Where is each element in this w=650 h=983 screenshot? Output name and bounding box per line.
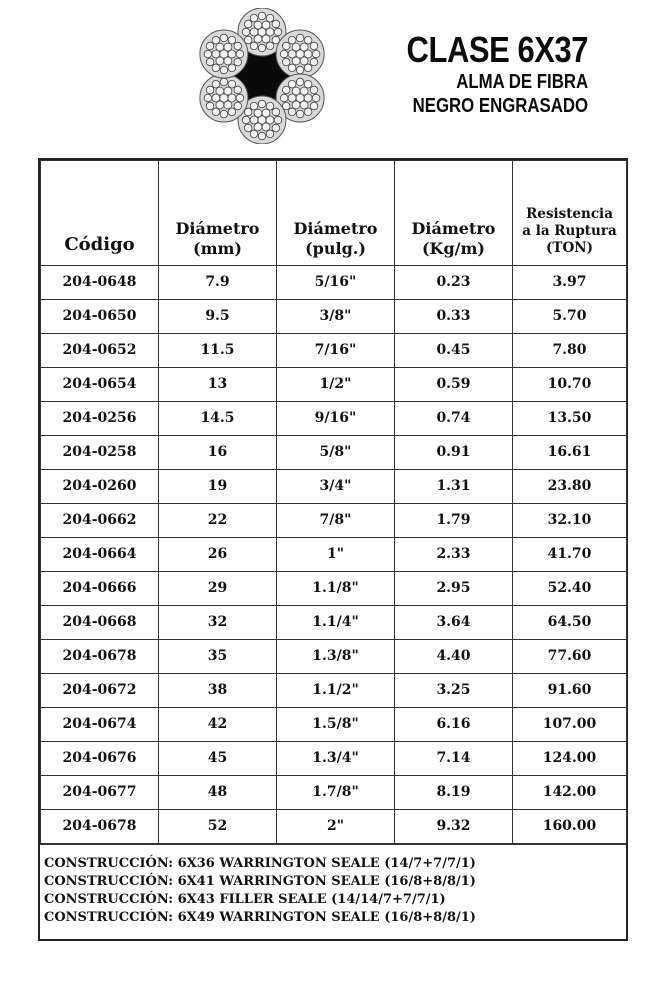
table-row <box>41 640 627 674</box>
cell-codigo: 204-0652 <box>41 334 159 368</box>
cell-diametro-mm: 13 <box>159 368 277 402</box>
cell-diametro-mm: 48 <box>159 776 277 810</box>
cell-diametro-mm: 22 <box>159 504 277 538</box>
cell-diametro-pulg: 1.3/4" <box>277 742 395 776</box>
cell-resistencia: 41.70 <box>513 538 627 572</box>
cell-resistencia: 5.70 <box>513 300 627 334</box>
cell-diametro-pulg: 9/16" <box>277 402 395 436</box>
cell-codigo: 204-0256 <box>41 402 159 436</box>
cell-codigo: 204-0258 <box>41 436 159 470</box>
table-row <box>41 810 627 844</box>
cell-resistencia: 16.61 <box>513 436 627 470</box>
table-row <box>41 368 627 402</box>
table-row <box>41 708 627 742</box>
header-label-line: (pulg.) <box>305 239 366 258</box>
cell-diametro-kg: 2.95 <box>395 572 513 606</box>
cell-diametro-kg: 9.32 <box>395 810 513 844</box>
cell-diametro-kg: 2.33 <box>395 538 513 572</box>
cell-diametro-mm: 38 <box>159 674 277 708</box>
cell-diametro-pulg: 1.3/8" <box>277 640 395 674</box>
cell-diametro-kg: 3.25 <box>395 674 513 708</box>
header-label-line: Diámetro <box>411 219 496 238</box>
table-row <box>41 776 627 810</box>
title-block <box>377 30 588 118</box>
table-row <box>41 334 627 368</box>
cell-resistencia: 77.60 <box>513 640 627 674</box>
cell-diametro-pulg: 1.5/8" <box>277 708 395 742</box>
cell-diametro-pulg: 1.1/8" <box>277 572 395 606</box>
table-row <box>41 402 627 436</box>
cell-diametro-mm: 16 <box>159 436 277 470</box>
header-label-line: a la Ruptura <box>522 223 617 239</box>
cell-resistencia: 64.50 <box>513 606 627 640</box>
cell-diametro-kg: 7.14 <box>395 742 513 776</box>
table-row <box>41 674 627 708</box>
header-diametro-kg <box>395 161 513 266</box>
cell-diametro-pulg: 3/4" <box>277 470 395 504</box>
cell-resistencia: 23.80 <box>513 470 627 504</box>
cell-diametro-kg: 1.31 <box>395 470 513 504</box>
cell-codigo: 204-0677 <box>41 776 159 810</box>
table-row <box>41 300 627 334</box>
cell-diametro-pulg: 2" <box>277 810 395 844</box>
cell-diametro-pulg: 7/8" <box>277 504 395 538</box>
cell-codigo: 204-0662 <box>41 504 159 538</box>
table-row <box>41 742 627 776</box>
cell-diametro-pulg: 1.7/8" <box>277 776 395 810</box>
cell-codigo: 204-0260 <box>41 470 159 504</box>
cell-diametro-kg: 1.79 <box>395 504 513 538</box>
table-row <box>41 538 627 572</box>
table-row <box>41 436 627 470</box>
header-resistencia <box>513 161 627 266</box>
cell-diametro-mm: 11.5 <box>159 334 277 368</box>
cell-diametro-kg: 0.91 <box>395 436 513 470</box>
cell-diametro-kg: 3.64 <box>395 606 513 640</box>
table-row <box>41 470 627 504</box>
construction-notes <box>40 844 626 939</box>
cell-diametro-kg: 0.33 <box>395 300 513 334</box>
cell-codigo: 204-0648 <box>41 266 159 300</box>
cell-diametro-mm: 32 <box>159 606 277 640</box>
page-title: CLASE 6X37 <box>406 29 588 70</box>
table-row <box>41 266 627 300</box>
cell-diametro-mm: 29 <box>159 572 277 606</box>
cell-diametro-kg: 6.16 <box>395 708 513 742</box>
construction-note: CONSTRUCCIÓN: 6X43 FILLER SEALE (14/14/7+7/7/1) <box>44 892 446 907</box>
cell-codigo: 204-0678 <box>41 810 159 844</box>
cell-diametro-kg: 0.45 <box>395 334 513 368</box>
cell-diametro-mm: 42 <box>159 708 277 742</box>
cell-diametro-kg: 0.59 <box>395 368 513 402</box>
cell-codigo: 204-0674 <box>41 708 159 742</box>
cell-diametro-mm: 14.5 <box>159 402 277 436</box>
cell-resistencia: 124.00 <box>513 742 627 776</box>
cell-diametro-mm: 35 <box>159 640 277 674</box>
cell-diametro-mm: 45 <box>159 742 277 776</box>
wire-rope-cross-section-icon <box>194 8 330 144</box>
cell-codigo: 204-0672 <box>41 674 159 708</box>
cell-diametro-pulg: 1.1/4" <box>277 606 395 640</box>
table-row <box>41 606 627 640</box>
cell-resistencia: 52.40 <box>513 572 627 606</box>
cell-diametro-kg: 4.40 <box>395 640 513 674</box>
cell-codigo: 204-0678 <box>41 640 159 674</box>
cell-diametro-pulg: 1" <box>277 538 395 572</box>
cell-resistencia: 32.10 <box>513 504 627 538</box>
cell-diametro-kg: 8.19 <box>395 776 513 810</box>
construction-note: CONSTRUCCIÓN: 6X41 WARRINGTON SEALE (16/8+8/8/1) <box>44 874 476 889</box>
header-diametro-pulg <box>277 161 395 266</box>
cell-codigo: 204-0650 <box>41 300 159 334</box>
cell-diametro-pulg: 1.1/2" <box>277 674 395 708</box>
cell-codigo: 204-0664 <box>41 538 159 572</box>
cell-resistencia: 142.00 <box>513 776 627 810</box>
cell-resistencia: 13.50 <box>513 402 627 436</box>
header-label-line: Diámetro <box>175 219 260 238</box>
subtitle-finish: NEGRO ENGRASADO <box>412 95 588 117</box>
table-row <box>41 504 627 538</box>
cell-codigo: 204-0668 <box>41 606 159 640</box>
cell-resistencia: 7.80 <box>513 334 627 368</box>
header-codigo-label: Código <box>64 234 135 255</box>
cell-diametro-mm: 26 <box>159 538 277 572</box>
cell-diametro-mm: 19 <box>159 470 277 504</box>
header-label-line: (Kg/m) <box>421 239 485 258</box>
header-codigo <box>41 161 159 266</box>
cell-codigo: 204-0666 <box>41 572 159 606</box>
table-header-row <box>41 161 627 266</box>
header-diametro-mm <box>159 161 277 266</box>
cell-diametro-pulg: 5/16" <box>277 266 395 300</box>
subtitle-core: ALMA DE FIBRA <box>456 71 588 93</box>
cell-diametro-pulg: 5/8" <box>277 436 395 470</box>
construction-note: CONSTRUCCIÓN: 6X49 WARRINGTON SEALE (16/8+8/8/1) <box>44 910 476 925</box>
header-label-line: Diámetro <box>293 219 378 238</box>
cell-resistencia: 91.60 <box>513 674 627 708</box>
header-label-line: (mm) <box>193 239 242 258</box>
header-label-line: (TON) <box>546 240 593 256</box>
cell-resistencia: 107.00 <box>513 708 627 742</box>
cell-codigo: 204-0654 <box>41 368 159 402</box>
cell-diametro-mm: 9.5 <box>159 300 277 334</box>
header-label-line: Resistencia <box>526 206 613 222</box>
cell-codigo: 204-0676 <box>41 742 159 776</box>
cell-resistencia: 160.00 <box>513 810 627 844</box>
cell-resistencia: 3.97 <box>513 266 627 300</box>
cell-diametro-pulg: 7/16" <box>277 334 395 368</box>
construction-note: CONSTRUCCIÓN: 6X36 WARRINGTON SEALE (14/7+7/7/1) <box>44 856 476 871</box>
table-row <box>41 572 627 606</box>
cell-diametro-pulg: 1/2" <box>277 368 395 402</box>
cell-diametro-mm: 7.9 <box>159 266 277 300</box>
cell-resistencia: 10.70 <box>513 368 627 402</box>
cell-diametro-mm: 52 <box>159 810 277 844</box>
cell-diametro-pulg: 3/8" <box>277 300 395 334</box>
cell-diametro-kg: 0.23 <box>395 266 513 300</box>
cell-diametro-kg: 0.74 <box>395 402 513 436</box>
specification-table <box>38 158 628 941</box>
